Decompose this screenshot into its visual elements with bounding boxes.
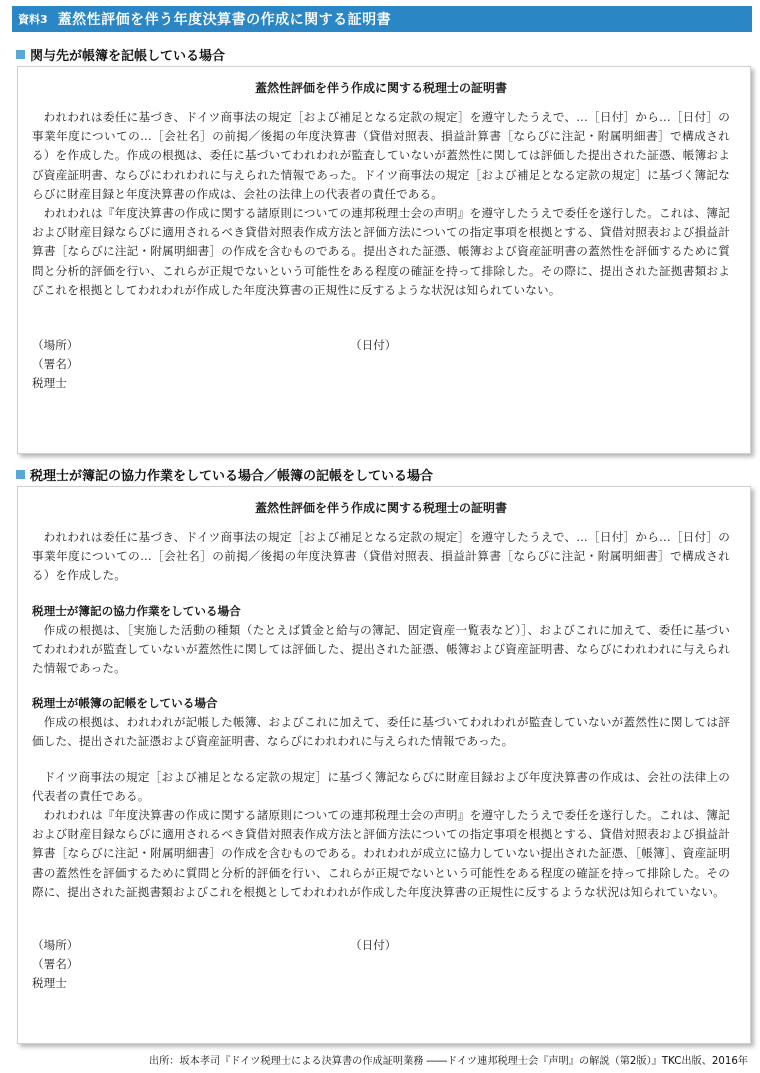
- signature-block: [32, 336, 730, 393]
- document-header: [12, 6, 752, 32]
- signature-label: （署名）: [32, 357, 79, 372]
- certificate-box-client: [17, 66, 751, 454]
- section-heading-advisor-bookkeeping: [16, 465, 433, 484]
- certificate-paragraph: われわれは『年度決算書の作成に関する諸原則についての連邦税理士会の声明』を遵守したうえで委任を遂行した。これは、簿記および財産目録ならびに適用されるべき貸借対照表作成方法と評価方法についての指定事項を根拠とする、貸借対照表および損益計算書［ならびに注記・附属明細書］の作成を含むものである。提出された証憑、帳簿および資産証明書の蓋然性を評価するために質問と分析的評価を行い、これらが正規でないという可能性をある程度の確証を持って排除した。その際に、提出された証拠書類およびこれを根拠としてわれわれが作成した年度決算書の正規性に反するような状況は知られていない。: [32, 206, 730, 297]
- role-label: 税理士: [32, 976, 67, 991]
- section-heading-text: 関与先が帳簿を記帳している場合: [30, 49, 226, 64]
- date-label: （日付）: [350, 938, 397, 953]
- place-label: （場所）: [32, 938, 79, 953]
- material-label: 資料3: [18, 13, 48, 26]
- responsibility-paragraph: ドイツ商事法の規定［および補足となる定款の規定］に基づく簿記ならびに財産目録および年度決算書の作成は、会社の法律上の代表者の責任である。: [32, 769, 730, 803]
- certificate-intro: われわれは委任に基づき、ドイツ商事法の規定［および補足となる定款の規定］を遵守したうえで、...［日付］から...［日付］の事業年度についての...［会社名］の前掲／後掲の年度決算書（貸借対照表、損益計算書［ならびに注記・附属明細書］で構成される）を作成した。: [32, 530, 730, 583]
- case-heading-cooperation: 税理士が簿記の協力作業をしている場合: [32, 603, 241, 618]
- certificate-box-advisor: [17, 486, 751, 1044]
- place-label: （場所）: [32, 338, 79, 353]
- section-heading-text: 税理士が簿記の協力作業をしている場合／帳簿の記帳をしている場合: [30, 469, 434, 484]
- case-text-cooperation: 作成の根拠は、［実施した活動の種類（たとえば賃金と給与の簿記、固定資産一覧表など）］、およびこれに加えて、委任に基づいてわれわれが監査していないが蓋然性に関しては評価した、提出された証憑、帳簿および資産証明書、ならびにわれわれに与えられた情報であった。: [32, 622, 730, 676]
- certificate-title: 蓋然性評価を伴う作成に関する税理士の証明書: [254, 501, 507, 515]
- case-heading-bookkeeping: 税理士が帳簿の記帳をしている場合: [32, 696, 218, 711]
- date-label: （日付）: [350, 338, 397, 353]
- signature-block: [32, 936, 730, 993]
- square-bullet-icon: [16, 470, 25, 479]
- section-heading-client-bookkeeping: [16, 45, 225, 64]
- role-label: 税理士: [32, 376, 67, 391]
- case-text-bookkeeping: 作成の根拠は、われわれが記帳した帳簿、およびこれに加えて、委任に基づいてわれわれが監査していないが蓋然性に関しては評価した、提出された証憑および資産証明書、ならびにわれわれに与えられた情報であった。: [32, 715, 730, 749]
- certificate-paragraph: われわれは委任に基づき、ドイツ商事法の規定［および補足となる定款の規定］を遵守したうえで、...［日付］から...［日付］の事業年度についての...［会社名］の前掲／後掲の年度決算書（貸借対照表、損益計算書［ならびに注記・附属明細書］で構成される）を作成した。作成の根拠は、委任に基づいてわれわれが監査していないが蓋然性に関しては評価した提出された証憑、帳簿および資産証明書、ならびにわれわれに与えられた情報であった。ドイツ商事法の規定［および補足となる定款の規定］に基づく簿記ならびに財産目録と年度決算書の作成は、会社の法律上の代表者の責任である。: [32, 110, 730, 201]
- page-title: 蓋然性評価を伴う年度決算書の作成に関する証明書: [57, 12, 392, 28]
- source-citation: 出所：坂本孝司『ドイツ税理士による決算書の作成証明業務 ――ドイツ連邦税理士会『声明』の解説（第2版）』TKC出版、2016年: [148, 1056, 748, 1067]
- procedure-paragraph: われわれは『年度決算書の作成に関する諸原則についての連邦税理士会の声明』を遵守したうえで委任を遂行した。これは、簿記および財産目録ならびに適用されるべき貸借対照表作成方法と評価方法についての指定事項を根拠とする、貸借対照表および損益計算書［ならびに注記・附属明細書］の作成を含むものである。われわれが成立に協力していない提出された証憑、［帳簿］、資産証明書の蓋然性を評価するために質問と分析的評価を行い、これらが正規でないという可能性をある程度の確証を持って排除した。その際に、提出された証拠書類およびこれを根拠としてわれわれが作成した年度決算書の正規性に反するような状況は知られていない。: [32, 808, 730, 899]
- square-bullet-icon: [16, 50, 25, 59]
- signature-label: （署名）: [32, 957, 79, 972]
- certificate-title: 蓋然性評価を伴う作成に関する税理士の証明書: [254, 81, 507, 95]
